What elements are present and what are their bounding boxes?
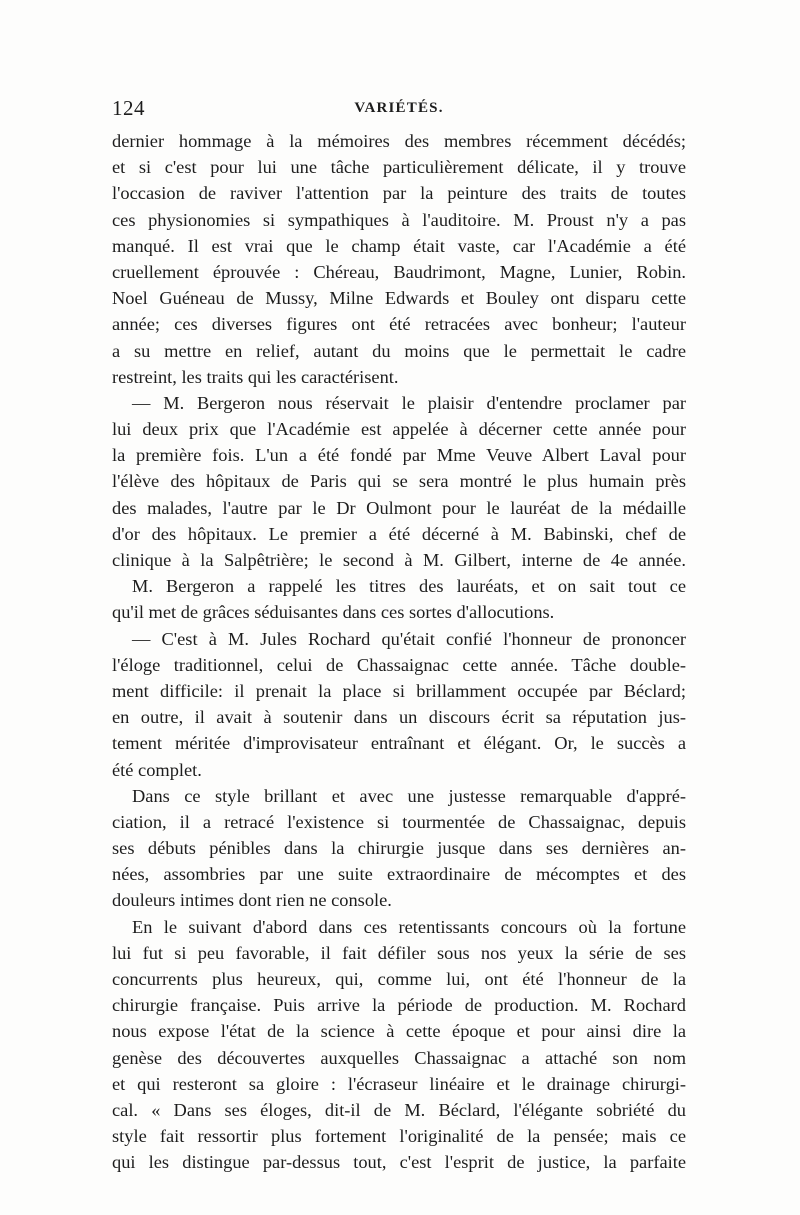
text-line: ment difficile: il prenait la place si brillamment occupée par Béclard; xyxy=(112,680,686,701)
text-line: année; ces diverses figures ont été retracées avec bonheur; l'auteur xyxy=(112,314,686,335)
text-line: Dans ce style brillant et avec une justesse remarquable d'appré- xyxy=(132,785,686,806)
text-line: Noel Guéneau de Mussy, Milne Edwards et Bouley ont disparu cette xyxy=(112,288,686,309)
text-line: ces physionomies si sympathiques à l'auditoire. M. Proust n'y a pas xyxy=(112,209,686,230)
text-line: clinique à la Salpêtrière; le second à M. Gilbert, interne de 4e année. xyxy=(112,550,686,570)
page-header xyxy=(112,96,686,126)
text-line: restreint, les traits qui les caractérisent. xyxy=(112,366,399,387)
text-line: cruellement éprouvée : Chéreau, Baudrimont, Magne, Lunier, Robin. xyxy=(112,261,686,282)
text-line: et qui resteront sa gloire : l'écraseur linéaire et le drainage chirurgi- xyxy=(112,1073,686,1094)
text-line: la première fois. L'un a été fondé par Mme Veuve Albert Laval pour xyxy=(112,445,686,466)
text-line: — M. Bergeron nous réservait le plaisir d'entendre proclamer par xyxy=(132,392,686,413)
text-line: qu'il met de grâces séduisantes dans ces sortes d'allocutions. xyxy=(112,602,555,623)
text-line: En le suivant d'abord dans ces retentissants concours où la fortune xyxy=(132,916,686,937)
text-line: qui les distingue par-dessus tout, c'est l'esprit de justice, la parfaite xyxy=(112,1152,686,1173)
running-head: VARIÉTÉS. xyxy=(354,100,444,116)
text-line: a su mettre en relief, autant du moins que le permettait le cadre xyxy=(112,340,686,361)
text-line: l'élève des hôpitaux de Paris qui se sera montré le plus humain près xyxy=(112,471,686,492)
text-line: — C'est à M. Jules Rochard qu'était confié l'honneur de prononcer xyxy=(132,628,686,649)
text-line: et si c'est pour lui une tâche particulièrement délicate, il y trouve xyxy=(112,157,686,178)
text-line: ses débuts pénibles dans la chirurgie jusque dans ses dernières an- xyxy=(112,838,686,859)
text-line: manqué. Il est vrai que le champ était vaste, car l'Académie a été xyxy=(112,235,686,256)
text-line: cal. « Dans ses éloges, dit-il de M. Béclard, l'élégante sobriété du xyxy=(112,1099,686,1120)
page-number: 124 xyxy=(112,96,145,120)
text-line: genèse des découvertes auxquelles Chassaignac a attaché son nom xyxy=(112,1047,686,1068)
text-line: M. Bergeron a rappelé les titres des lauréats, et on sait tout ce xyxy=(132,576,686,597)
text-line: douleurs intimes dont rien ne console. xyxy=(112,890,392,911)
text-line: ciation, il a retracé l'existence si tourmentée de Chassaignac, depuis xyxy=(112,811,686,832)
text-line: des malades, l'autre par le Dr Oulmont pour le lauréat de la médaille xyxy=(112,497,686,518)
text-line: concurrents plus heureux, qui, comme lui, ont été l'honneur de la xyxy=(112,969,686,989)
text-line: lui deux prix que l'Académie est appelée à décerner cette année pour xyxy=(112,419,686,440)
text-line: nées, assombries par une suite extraordinaire de mécomptes et des xyxy=(112,864,686,885)
text-line: style fait ressortir plus fortement l'originalité de la pensée; mais ce xyxy=(112,1126,686,1147)
text-line: dernier hommage à la mémoires des membres récemment décédés; xyxy=(112,131,686,151)
text-line: lui fut si peu favorable, il fait défiler sous nos yeux la série de ses xyxy=(112,942,686,963)
text-line: chirurgie française. Puis arrive la période de production. M. Rochard xyxy=(112,995,686,1016)
text-line: l'occasion de raviver l'attention par la peinture des traits de toutes xyxy=(112,183,686,204)
body-text xyxy=(112,128,686,1176)
text-line: nous expose l'état de la science à cette époque et pour ainsi dire la xyxy=(112,1021,686,1042)
text-line: l'éloge traditionnel, celui de Chassaignac cette année. Tâche double- xyxy=(112,654,686,675)
text-line: en outre, il avait à soutenir dans un discours écrit sa réputation jus- xyxy=(112,707,686,728)
text-line: tement méritée d'improvisateur entraînant et élégant. Or, le succès a xyxy=(112,733,686,754)
text-line: été complet. xyxy=(112,759,202,780)
text-line: d'or des hôpitaux. Le premier a été décerné à M. Babinski, chef de xyxy=(112,523,686,544)
